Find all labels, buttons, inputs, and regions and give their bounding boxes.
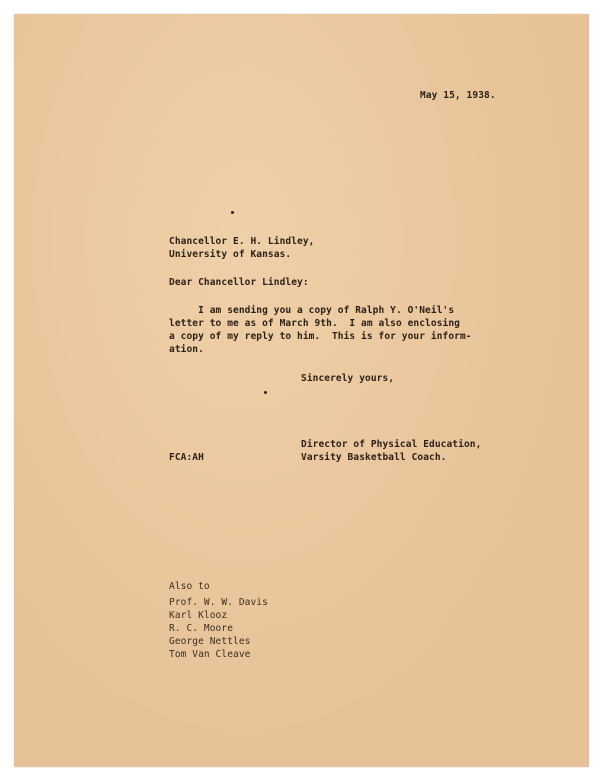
cc-recipient: R. C. Moore — [169, 623, 234, 634]
body-line: I am sending you a copy of Ralph Y. O'Neil's — [169, 305, 455, 316]
cc-recipient: Tom Van Cleave — [169, 649, 251, 660]
cc-recipient: George Nettles — [169, 636, 251, 647]
typist-initials: FCA:AH — [169, 452, 204, 463]
cc-heading: Also to — [169, 581, 210, 592]
signature-title: Varsity Basketball Coach. — [301, 452, 447, 463]
letter-page — [14, 14, 589, 767]
body-line: letter to me as of March 9th. I am also enclosing — [169, 318, 460, 329]
cc-recipient: Karl Klooz — [169, 610, 228, 621]
cc-recipient: Prof. W. W. Davis — [169, 597, 268, 608]
closing: Sincerely yours, — [301, 373, 395, 384]
signature-title: Director of Physical Education, — [301, 439, 482, 450]
body-line: ation. — [169, 344, 204, 355]
addressee-institution: University of Kansas. — [169, 249, 292, 260]
ink-speck — [264, 391, 267, 394]
salutation: Dear Chancellor Lindley: — [169, 277, 309, 288]
addressee-name: Chancellor E. H. Lindley, — [169, 236, 315, 247]
body-line: a copy of my reply to him. This is for your inform- — [169, 331, 472, 342]
ink-speck — [231, 211, 234, 214]
letter-date: May 15, 1938. — [420, 90, 496, 101]
